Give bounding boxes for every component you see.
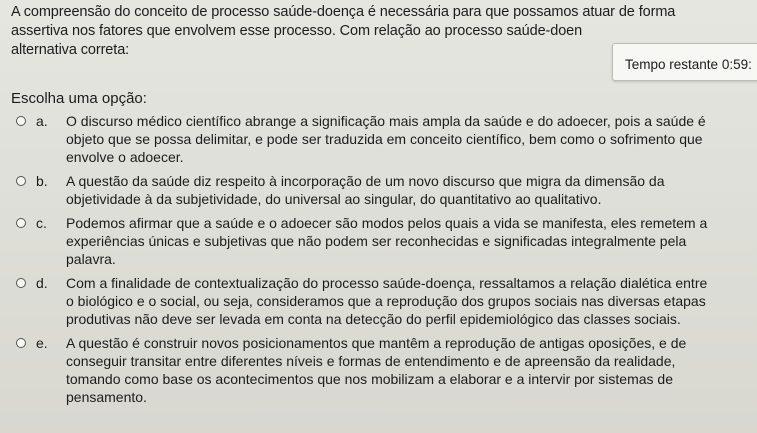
option-a-line: envolve o adoecer. <box>66 149 184 165</box>
option-d[interactable] <box>16 274 757 328</box>
option-e-line: conseguir transitar entre diferentes níveis e formas de entendimento e de apreensão da realidade, <box>66 353 676 369</box>
option-d-letter: d. <box>36 275 48 291</box>
option-a-text[interactable] <box>66 112 757 166</box>
option-d-text[interactable] <box>66 274 757 328</box>
option-d-line: Com a finalidade de contextualização do processo saúde-doença, ressaltamos a relação dialética entre <box>66 275 708 291</box>
option-a[interactable] <box>16 112 757 166</box>
option-b-line: objetividade à da subjetividade, do universal ao singular, do quantitativo ao qualitativo. <box>66 191 602 207</box>
option-b[interactable] <box>16 172 757 208</box>
option-e-letter: e. <box>36 335 48 351</box>
option-c-letter: c. <box>36 215 47 231</box>
option-b-text[interactable] <box>66 172 757 208</box>
question-line: A compreensão do conceito de processo saúde-doença é necessária para que possamos atuar de forma <box>11 4 676 20</box>
option-a-line: O discurso médico científico abrange a significação mais ampla da saúde e do adoecer, pois a saúde é <box>66 113 706 129</box>
option-a-line: objeto que se possa delimitar, e pode ser traduzida em conceito científico, bem como o sofrimento que <box>66 131 703 147</box>
option-e-line: pensamento. <box>66 389 147 405</box>
option-b-letter: b. <box>36 173 48 189</box>
option-d-line: produtivas não deve ser levada em conta na detecção do perfil epidemiológico das classes sociais. <box>66 311 681 327</box>
option-b-line: A questão da saúde diz respeito à incorporação de um novo discurso que migra da dimensão da <box>66 173 665 189</box>
option-e[interactable] <box>16 334 757 406</box>
option-a-radio[interactable] <box>16 116 26 126</box>
option-c-line: experiências únicas e subjetivas que não podem ser reconhecidas e significadas integralmente pela <box>66 233 687 249</box>
option-d-radio[interactable] <box>16 278 26 288</box>
option-e-text[interactable] <box>66 334 757 406</box>
option-a-letter: a. <box>36 113 48 129</box>
option-c[interactable] <box>16 214 757 268</box>
question-line: assertiva nos fatores que envolvem esse processo. Com relação ao processo saúde-doen <box>11 23 583 39</box>
question-line: alternativa correta: <box>11 42 130 58</box>
option-c-radio[interactable] <box>16 218 26 228</box>
option-c-line: palavra. <box>66 251 116 267</box>
option-c-text[interactable] <box>66 214 757 268</box>
time-remaining-label: Tempo restante <box>625 57 719 72</box>
option-e-line: tomando como base os acontecimentos que nos mobilizam a elaborar e a intervir por sistemas de <box>66 371 673 387</box>
option-b-radio[interactable] <box>16 176 26 186</box>
time-remaining-value: 0:59: <box>721 57 752 72</box>
option-d-line: o biológico e o social, ou seja, consideramos que a reprodução dos grupos sociais nas diversas etapas <box>66 293 706 309</box>
answer-options <box>16 112 757 406</box>
option-e-radio[interactable] <box>16 338 26 348</box>
time-remaining-box <box>612 43 757 81</box>
choose-option-label: Escolha uma opção: <box>11 90 147 107</box>
option-e-line: A questão é construir novos posicionamentos que mantêm a reprodução de antigas oposições, e de <box>66 335 687 351</box>
option-c-line: Podemos afirmar que a saúde e o adoecer são modos pelos quais a vida se manifesta, eles remetem a <box>66 215 708 231</box>
